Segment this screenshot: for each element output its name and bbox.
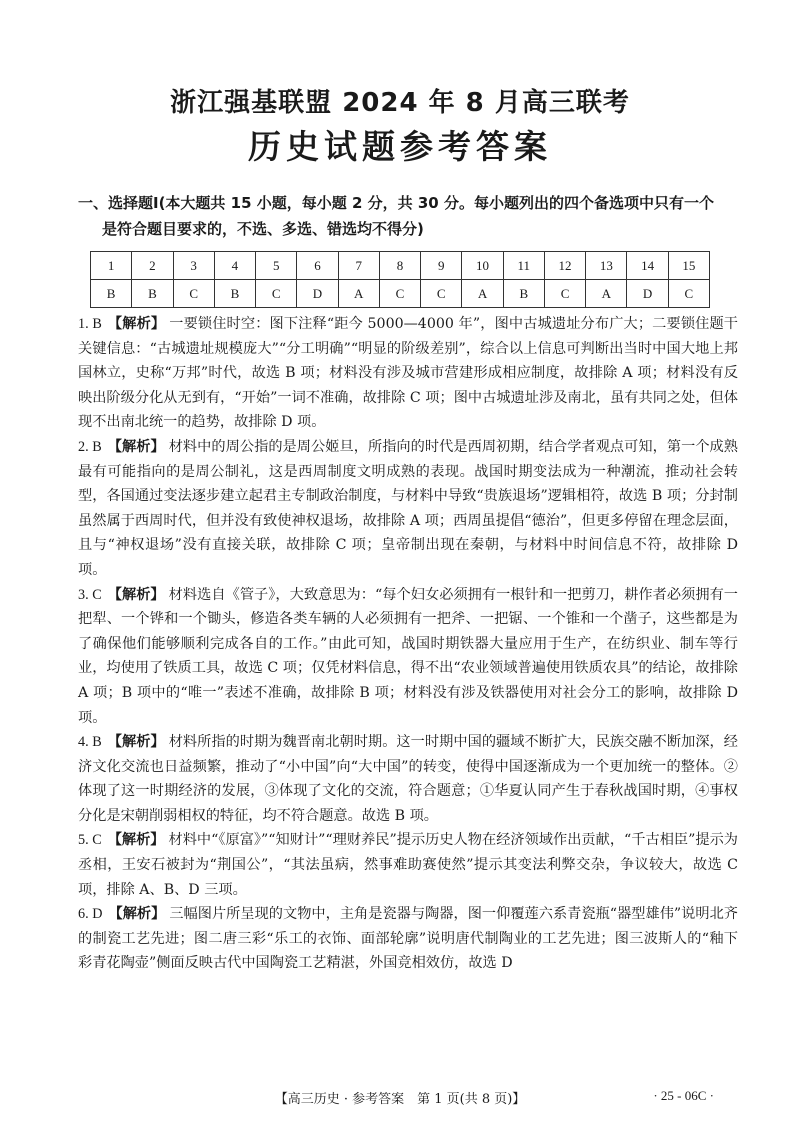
explanation-item bbox=[78, 435, 738, 583]
question-number: 13 bbox=[586, 252, 627, 280]
section-heading-line-2: 是符合题目要求的，不选、多选、错选均不得分) bbox=[102, 220, 424, 238]
item-text: 材料中的周公指的是周公姬旦，所指向的时代是西周初期，结合学者观点可知，第一个成熟最有可能指向的是周公制礼，这是西周制度文明成熟的表现。战国时期变法成为一种潮流，推动社会转型，各国通过变法逐步建立起君主专制政治制度，与材料中导致“贵族退场”逻辑相符，故选 B 项；分封制虽然属于西周时代，但并没有致使神权退场，故排除 A 项；西周虽提倡“德治”，但更多停留在理念层面，且与“神权退场”没有直接关联，故排除 C 项；皇帝制出现在秦朝，与材料中时间信息不符，故排除 D 项。 bbox=[78, 438, 738, 578]
question-number: 2 bbox=[132, 252, 173, 280]
answer-table bbox=[90, 251, 710, 308]
question-number: 4 bbox=[214, 252, 255, 280]
explanation-item bbox=[78, 312, 738, 435]
question-number: 8 bbox=[379, 252, 420, 280]
answer-letter: B bbox=[132, 280, 173, 308]
section-heading bbox=[78, 190, 738, 242]
question-number: 5 bbox=[256, 252, 297, 280]
answer-letter: C bbox=[256, 280, 297, 308]
item-text: 三幅图片所呈现的文物中，主角是瓷器与陶器，图一仰覆莲六系青瓷瓶“器型雄伟”说明北齐的制瓷工艺先进；图二唐三彩“乐工的衣饰、面部轮廓”说明唐代制陶业的工艺先进；图三波斯人的“釉下彩青花陶壶”侧面反映古代中国陶瓷工艺精湛，外国竞相效仿，故选 D bbox=[78, 906, 738, 972]
item-number: 5. C bbox=[78, 832, 102, 849]
question-number: 15 bbox=[668, 252, 709, 280]
item-number: 6. D bbox=[78, 906, 103, 923]
answer-letter: B bbox=[91, 280, 132, 308]
question-number: 9 bbox=[421, 252, 462, 280]
answer-letter: C bbox=[544, 280, 585, 308]
question-number: 12 bbox=[544, 252, 585, 280]
item-number: 1. B bbox=[78, 316, 102, 332]
page-number-label: 【高三历史 · 参考答案 第 1 页(共 8 页)】 bbox=[274, 1092, 526, 1107]
item-text: 一要锁住时空：图下注释“距今 5000—4000 年”，图中古城遗址分布广大；二要锁住题干关键信息：“古城遗址规模庞大”“分工明确”“明显的阶级差别”，综合以上信息可判断出当时中国大地上邦国林立，史称“万邦”时代，故选 B 项；材料没有涉及城市营建形成相应制度，故排除 A 项；材料没有反映出阶级分化从无到有，“开始”一词不准确，故排除 C 项；图中古城遗址涉及南北，虽有共同之处，但体现不出南北统一的趋势，故排除 D 项。 bbox=[78, 316, 738, 431]
explanation-item bbox=[78, 828, 738, 902]
answer-letter: D bbox=[627, 280, 668, 308]
item-text: 材料中“《原富》”“知财计”“理财养民”提示历史人物在经济领域作出贡献，“千古相臣”提示为丞相，王安石被封为“荆国公”，“其法虽病，然事难助赛使然”提示其变法利弊交杂，争议较大，故选 C 项，排除 A、B、D 三项。 bbox=[78, 832, 738, 898]
answer-letter: B bbox=[503, 280, 544, 308]
question-number: 7 bbox=[338, 252, 379, 280]
analysis-tag: 【解析】 bbox=[107, 438, 165, 455]
document-title: 历史试题参考答案 bbox=[248, 127, 552, 166]
analysis-tag: 【解析】 bbox=[107, 734, 165, 751]
question-number: 1 bbox=[91, 252, 132, 280]
answer-letter: A bbox=[586, 280, 627, 308]
answer-letter: C bbox=[379, 280, 420, 308]
analysis-tag: 【解析】 bbox=[108, 906, 166, 923]
paper-code: · 25 - 06C · bbox=[653, 1088, 714, 1103]
analysis-tag: 【解析】 bbox=[107, 316, 166, 332]
exam-title: 浙江强基联盟 2024 年 8 月高三联考 bbox=[170, 88, 630, 118]
answer-table-number-row bbox=[91, 252, 710, 280]
page-footer bbox=[0, 1088, 800, 1110]
analysis-tag: 【解析】 bbox=[107, 586, 165, 603]
item-text: 材料选自《管子》，大致意思为：“每个妇女必须拥有一根针和一把剪刀，耕作者必须拥有一把犁、一个铧和一个锄头，修造各类车辆的人必须拥有一把斧、一把锯、一个锥和一个凿子，这些都是为了确保他们能够顺利完成各自的工作。”由此可知，战国时期铁器大量应用于生产，在纺织业、制车等行业，均使用了铁质工具，故选 C 项；仅凭材料信息，得不出“农业领域普遍使用铁质农具”的结论，故排除 A 项；B 项中的“唯一”表述不准确，故排除 B 项；材料没有涉及铁器使用对社会分工的影响，故排除 D 项。 bbox=[78, 586, 738, 726]
answer-table-answer-row bbox=[91, 280, 710, 308]
explanation-list bbox=[78, 312, 738, 976]
question-number: 11 bbox=[503, 252, 544, 280]
answer-letter: C bbox=[668, 280, 709, 308]
section-heading-line-1: 一、选择题Ⅰ(本大题共 15 小题，每小题 2 分，共 30 分。每小题列出的四个备选项中只有一个 bbox=[78, 194, 714, 212]
answer-letter: C bbox=[421, 280, 462, 308]
analysis-tag: 【解析】 bbox=[107, 832, 165, 849]
explanation-item bbox=[78, 902, 738, 976]
answer-letter: C bbox=[173, 280, 214, 308]
answer-letter: A bbox=[338, 280, 379, 308]
item-number: 3. C bbox=[78, 586, 102, 603]
answer-letter: B bbox=[214, 280, 255, 308]
answer-letter: A bbox=[462, 280, 503, 308]
item-text: 材料所指的时期为魏晋南北朝时期。这一时期中国的疆域不断扩大，民族交融不断加深，经济文化交流也日益频繁，推动了“小中国”向“大中国”的转变，使得中国逐渐成为一个更加统一的整体。②体现了这一时期经济的发展，③体现了文化的交流，符合题意；①华夏认同产生于春秋战国时期，④事权分化是宋朝削弱相权的特征，均不符合题意。故选 B 项。 bbox=[78, 734, 738, 824]
question-number: 14 bbox=[627, 252, 668, 280]
item-number: 2. B bbox=[78, 438, 102, 455]
explanation-item bbox=[78, 730, 738, 828]
answer-letter: D bbox=[297, 280, 338, 308]
question-number: 3 bbox=[173, 252, 214, 280]
question-number: 10 bbox=[462, 252, 503, 280]
item-number: 4. B bbox=[78, 734, 102, 751]
question-number: 6 bbox=[297, 252, 338, 280]
explanation-item bbox=[78, 583, 738, 731]
